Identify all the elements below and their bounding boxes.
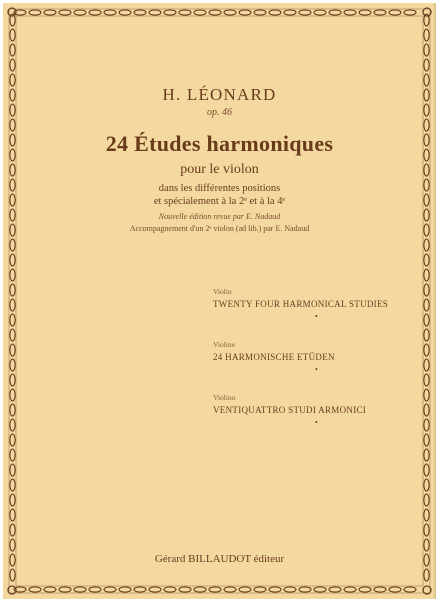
opus-number: op. 46 <box>207 107 232 118</box>
accompaniment-note: Accompagnement d'un 2ᵉ violon (ad lib.) par E. Nadaud <box>129 224 310 233</box>
translation-language: Violino <box>213 393 236 402</box>
bullet-separator: • <box>315 312 318 321</box>
composer-name: H. LÉONARD <box>162 85 277 104</box>
bullet-separator: • <box>315 365 318 374</box>
translation-block-german <box>213 340 413 374</box>
translation-title: VENTIQUATTRO STUDI ARMONICI <box>213 405 367 415</box>
publisher-name: Gérard BILLAUDOT éditeur <box>154 553 285 565</box>
translation-language: Violin <box>213 287 232 296</box>
score-cover <box>3 3 436 599</box>
translation-block-italian <box>213 393 413 427</box>
work-title: 24 Études harmoniques <box>105 131 334 156</box>
description-line-1: dans les différentes positions <box>158 183 281 194</box>
edition-note: Nouvelle édition revue par E. Nadaud <box>158 212 281 221</box>
translation-title: TWENTY FOUR HARMONICAL STUDIES <box>213 299 389 309</box>
description-line-2: et spécialement à la 2ᵉ et à la 4ᵉ <box>153 196 286 207</box>
translation-block-english <box>213 287 413 321</box>
translation-title: 24 HARMONISCHE ETÜDEN <box>213 352 335 362</box>
bullet-separator: • <box>315 418 318 427</box>
translation-language: Violine <box>213 340 236 349</box>
work-subtitle: pour le violon <box>180 162 259 177</box>
